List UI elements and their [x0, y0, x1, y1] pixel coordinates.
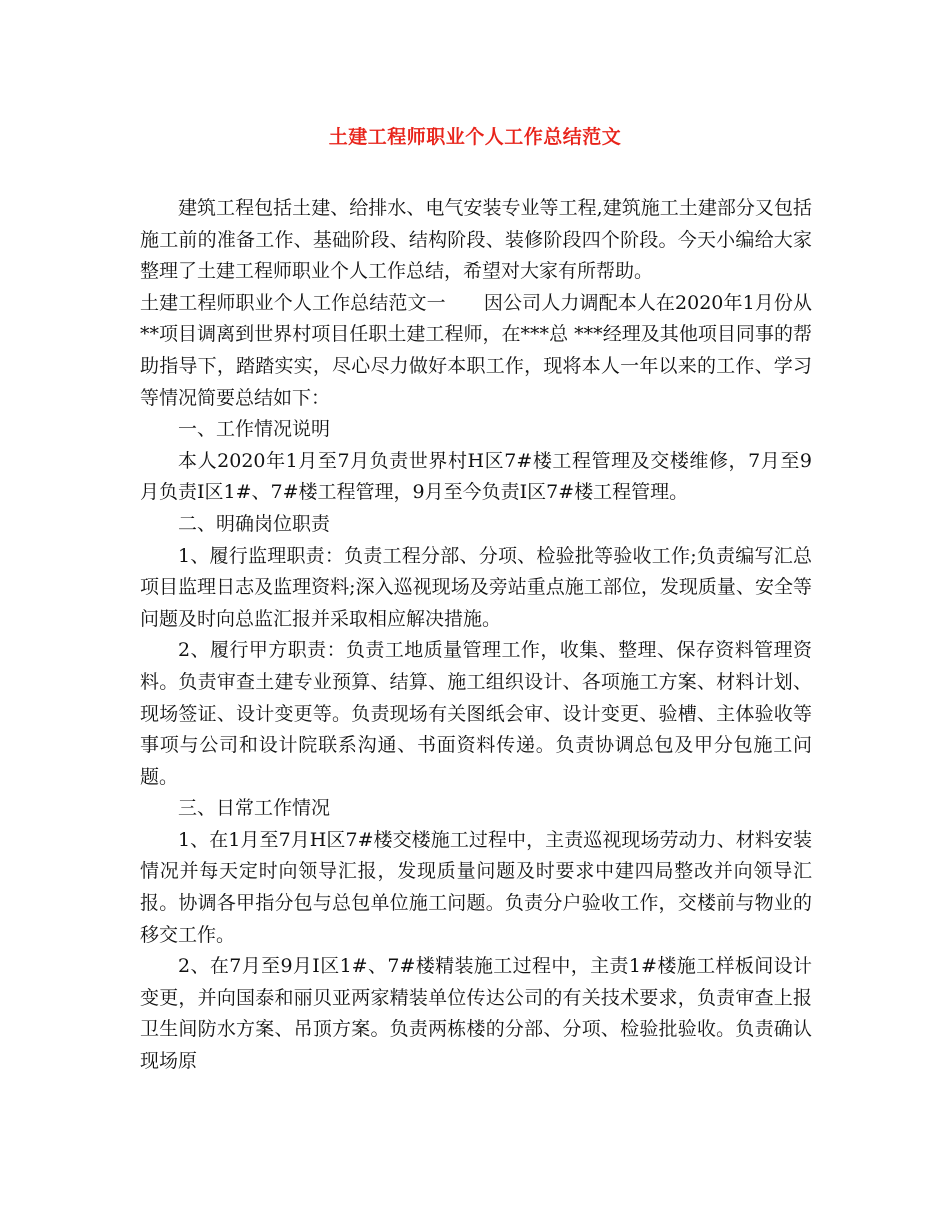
document-body	[140, 193, 812, 1078]
document-title: 土建工程师职业个人工作总结范文	[328, 126, 622, 148]
body-paragraph: 二、明确岗位职责	[178, 512, 331, 535]
body-paragraph: 2、在7月至9月I区1#、7#楼精装施工过程中，主责1#楼施工样板间设计变更，并向国泰和丽贝亚两家精装单位传达公司的有关技术要求，负责审查上报卫生间防水方案、吊顶方案。负责两栋楼的分部、分项、检验批验收。负责确认现场原	[140, 955, 812, 1073]
body-paragraph: 2、履行甲方职责：负责工地质量管理工作，收集、整理、保存资料管理资料。负责审查土建专业预算、结算、施工组织设计、各项施工方案、材料计划、现场签证、设计变更等。负责现场有关图纸会审、设计变更、验槽、主体验收等事项与公司和设计院联系沟通、书面资料传递。负责协调总包及甲分包施工问题。	[140, 639, 812, 788]
body-paragraph: 1、履行监理职责：负责工程分部、分项、检验批等验收工作;负责编写汇总项目监理日志及监理资料;深入巡视现场及旁站重点施工部位，发现质量、安全等问题及时向总监汇报并采取相应解决措施。	[140, 544, 812, 630]
body-paragraph: 三、日常工作情况	[178, 797, 331, 820]
body-paragraph: 土建工程师职业个人工作总结范文一 因公司人力调配本人在2020年1月份从**项目调离到世界村项目任职土建工程师，在***总 ***经理及其他项目同事的帮助指导下，踏踏实实，尽心尽力做好本职工作，现将本人一年以来的工作、学习等情况简要总结如下：	[140, 291, 812, 409]
body-paragraph: 1、在1月至7月H区7#楼交楼施工过程中，主责巡视现场劳动力、材料安装情况并每天定时向领导汇报，发现质量问题及时要求中建四局整改并向领导汇报。协调各甲指分包与总包单位施工问题。负责分户验收工作，交楼前与物业的移交工作。	[140, 828, 812, 946]
body-paragraph: 本人2020年1月至7月负责世界村H区7#楼工程管理及交楼维修，7月至9月负责I区1#、7#楼工程管理，9月至今负责I区7#楼工程管理。	[140, 449, 812, 504]
body-paragraph: 一、工作情况说明	[178, 418, 331, 441]
body-paragraph: 建筑工程包括土建、给排水、电气安装专业等工程,建筑施工土建部分又包括施工前的准备工作、基础阶段、结构阶段、装修阶段四个阶段。今天小编给大家整理了土建工程师职业个人工作总结，希望对大家有所帮助。	[140, 197, 812, 283]
